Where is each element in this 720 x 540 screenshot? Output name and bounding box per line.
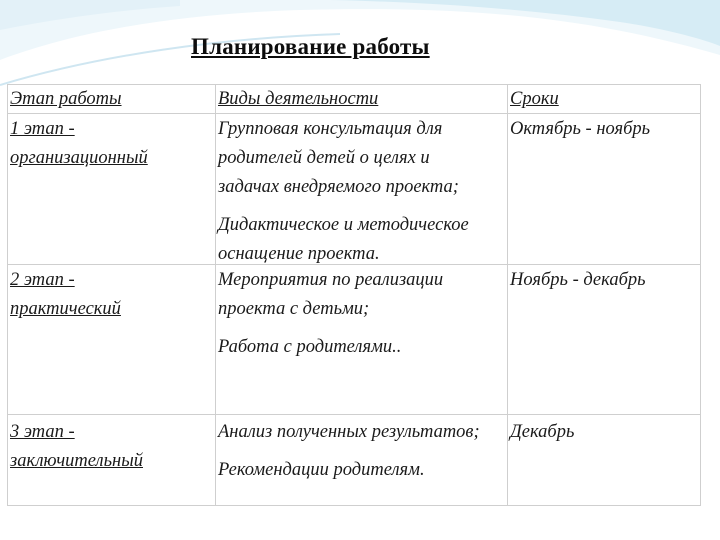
grid-line	[7, 505, 701, 506]
stage-cell	[10, 115, 148, 173]
activities-cell	[218, 115, 469, 269]
stage-name: заключительный	[10, 451, 143, 471]
dates-cell: Ноябрь - декабрь	[510, 270, 646, 290]
stage-name: практический	[10, 299, 121, 319]
grid-line	[7, 414, 701, 415]
planning-table	[7, 84, 701, 506]
header-stage: Этап работы	[10, 89, 122, 109]
activity-line: Анализ полученных результатов;	[218, 422, 480, 442]
activities-cell	[218, 266, 443, 362]
activities-cell	[218, 418, 480, 485]
activity-line: проекта с детьми;	[218, 299, 370, 319]
grid-line	[700, 84, 701, 506]
activity-line: задачах внедряемого проекта;	[218, 177, 459, 197]
stage-name: организационный	[10, 148, 148, 168]
slide-title: Планирование работы	[191, 34, 430, 59]
stage-cell	[10, 266, 121, 324]
grid-line	[7, 84, 8, 506]
activity-line: родителей детей о целях и	[218, 148, 430, 168]
dates-cell: Октябрь - ноябрь	[510, 119, 651, 139]
header-dates: Сроки	[510, 89, 559, 109]
grid-line	[507, 84, 508, 506]
activity-line: оснащение проекта.	[218, 244, 380, 264]
stage-number: 2 этап -	[10, 270, 75, 290]
stage-number: 1 этап -	[10, 119, 75, 139]
header-activities: Виды деятельности	[218, 89, 379, 109]
activity-line: Дидактическое и методическое	[218, 215, 469, 235]
activity-line: Работа с родителями..	[218, 337, 402, 357]
stage-number: 3 этап -	[10, 422, 75, 442]
activity-line: Рекомендации родителям.	[218, 460, 425, 480]
stage-cell	[10, 418, 143, 476]
activity-line: Групповая консультация для	[218, 119, 443, 139]
activity-line: Мероприятия по реализации	[218, 270, 444, 290]
dates-cell: Декабрь	[510, 422, 575, 442]
grid-line	[215, 84, 216, 506]
